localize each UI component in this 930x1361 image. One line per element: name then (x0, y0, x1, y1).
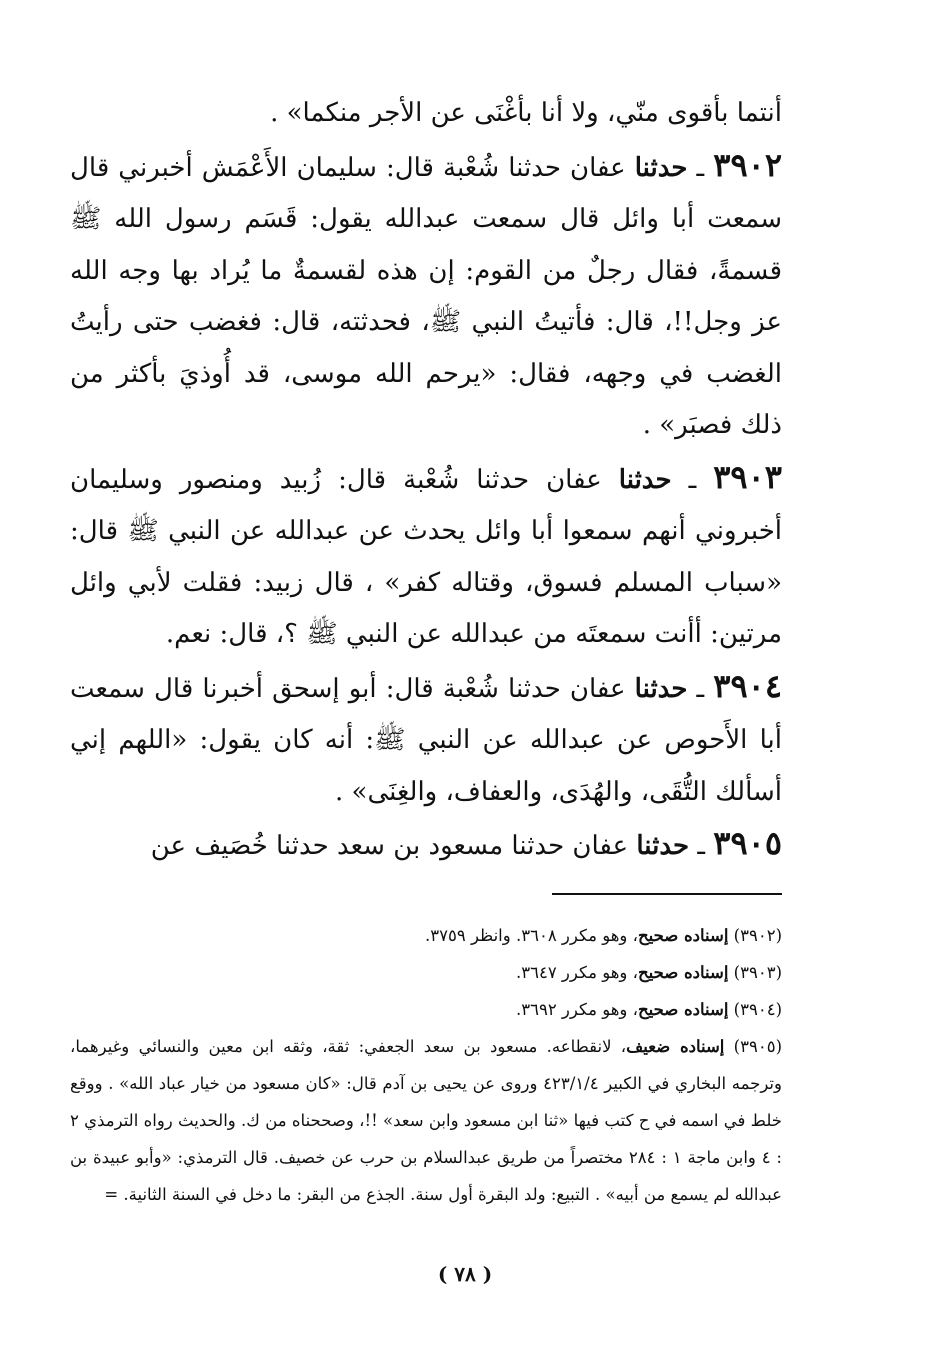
hadith-3903 (70, 452, 782, 661)
hadith-3905 (70, 818, 782, 873)
main-text (70, 88, 782, 873)
footnote-3902 (70, 917, 782, 954)
footnote-grade: إسناده صحيح (637, 962, 729, 982)
hadith-dash: ـ (689, 831, 714, 861)
footnote-ref: (٣٩٠٢) (733, 925, 782, 945)
hadith-lead: حدثنا (634, 673, 688, 704)
intro-line: أنتما بأقوى منّي، ولا أنا بأغْنَى عن الأجر منكما» . (270, 98, 782, 128)
footnote-text: ، لانقطاعه. مسعود بن سعد الجعفي: ثقة، وثقه ابن معين والنسائي وغيرهما، وترجمه البخاري في الكبير ٤٢٣/١/٤ وروى عن يحيى بن آدم قال: «كان مسعود من خيار عباد الله» . ووقع خلط في اسمه في ح كتب فيها «ثنا ابن مسعود وابن سعد» !!، وصححناه من ك. والحديث رواه الترمذي ٢ : ٤ وابن ماجة ١ : ٢٨٤ مختصراً من طريق عبدالسلام بن حرب عن خصيف. قال الترمذي: «وأبو عبيدة بن عبدالله لم يسمع من أبيه» . التبيع: ولد البقرة أول سنة. الجذع من البقر: ما دخل في السنة الثانية. = (70, 1036, 782, 1204)
hadith-dash: ـ (671, 464, 714, 495)
page-number: ( ٧٨ ) (437, 1262, 493, 1286)
footnote-text: ، وهو مكرر ٣٦٩٢. (515, 999, 638, 1019)
footnote-3903 (70, 954, 782, 991)
hadith-body: عفان حدثنا شُعْبة قال: سليمان الأَعْمَش أخبرني قال سمعت أبا وائل قال سمعت عبدالله يقول: قَسَم رسول الله ﷺ قسمةً، فقال رجلٌ من القوم: إن هذه لقسمةٌ ما يُراد بها وجه الله عز وجل!!، قال: فأتيتُ النبي ﷺ، فحدثته، قال: فغضب حتى رأيتُ الغضب في وجهه، فقال: «يرحم الله موسى، قد أُوذيَ بأكثر من ذلك فصبَر» . (70, 152, 782, 440)
footnote-ref: (٣٩٠٣) (733, 962, 782, 982)
footnote-grade: إسناده صحيح (637, 925, 729, 945)
hadith-lead: حدثنا (636, 831, 690, 861)
hadith-3904 (70, 661, 782, 819)
hadith-dash: ـ (687, 152, 714, 183)
hadith-body: عفان حدثنا شُعْبة قال: أبو إسحق أخبرنا قال سمعت أبا الأَحوص عن عبدالله عن النبي ﷺ: أنه كان يقول: «اللهم إني أسألك التُّقَى، والهُدَى، والعفاف، والغِنَى» . (70, 673, 782, 807)
footnotes (70, 917, 782, 1213)
hadith-body: عفان حدثنا شُعْبة قال: زُبيد ومنصور وسليمان أخبروني أنهم سمعوا أبا وائل يحدث عن عبدالله عن النبي ﷺ قال: «سباب المسلم فسوق، وقتاله كفر» ، قال زبيد: فقلت لأبي وائل مرتين: أأنت سمعتَه من عبدالله عن النبي ﷺ ؟، قال: نعم. (70, 464, 782, 649)
footnote-3905 (70, 1028, 782, 1213)
hadith-body: عفان حدثنا مسعود بن سعد حدثنا خُصَيف عن (150, 831, 637, 861)
hadith-number: ٣٩٠٣ (713, 457, 782, 496)
hadith-number: ٣٩٠٤ (713, 666, 782, 705)
footnote-grade: إسناده ضعيف (626, 1036, 725, 1056)
footnote-ref: (٣٩٠٥) (733, 1036, 782, 1056)
hadith-3902 (70, 140, 782, 452)
footnote-ref: (٣٩٠٤) (733, 999, 782, 1019)
footnote-text: ، وهو مكرر ٣٦٤٧. (515, 962, 638, 982)
hadith-lead: حدثنا (634, 152, 688, 183)
footnote-grade: إسناده صحيح (637, 999, 729, 1019)
hadith-number: ٣٩٠٢ (713, 145, 782, 184)
book-page (70, 88, 782, 1318)
footnote-separator (552, 893, 782, 895)
hadith-lead: حدثنا (618, 464, 672, 495)
hadith-dash: ـ (687, 673, 714, 704)
hadith-number: ٣٩٠٥ (713, 824, 782, 862)
footnote-3904 (70, 991, 782, 1028)
footnote-text: ، وهو مكرر ٣٦٠٨. وانظر ٣٧٥٩. (425, 925, 638, 945)
